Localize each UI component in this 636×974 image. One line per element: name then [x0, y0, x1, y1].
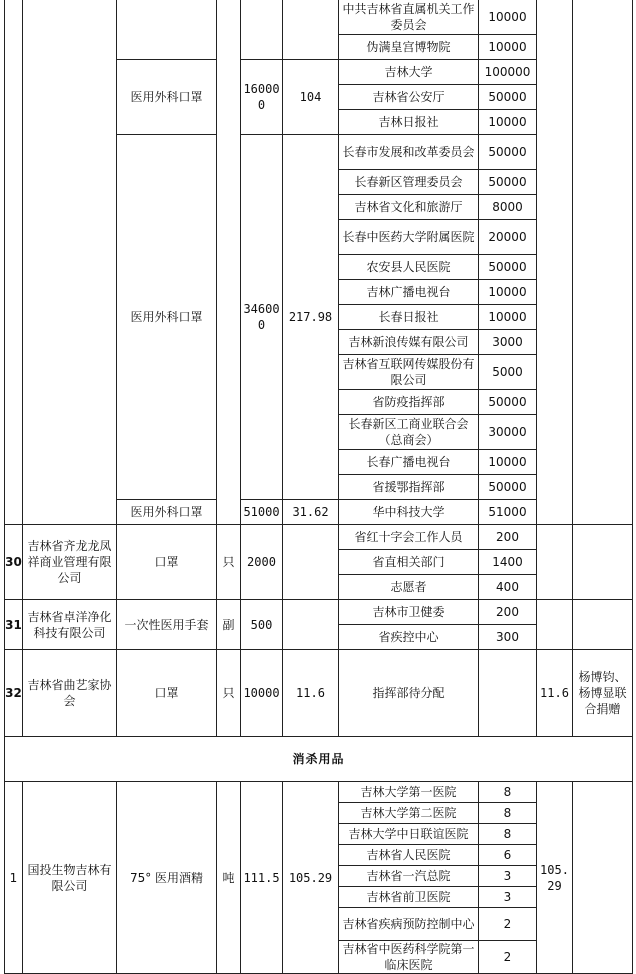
item-cell: 一次性医用手套: [117, 600, 217, 650]
unit-cell: 副: [217, 600, 241, 650]
table-row: [5, 0, 633, 35]
note-cell: [573, 525, 633, 600]
recipient-name: 省红十字会工作人员: [339, 525, 479, 550]
unit-cell: 只: [217, 525, 241, 600]
recipient-qty: [479, 650, 537, 737]
recipient-name: 吉林省文化和旅游厅: [339, 195, 479, 220]
quantity-cell: 500: [241, 600, 283, 650]
recipient-qty: 3000: [479, 330, 537, 355]
recipient-name: 吉林省互联网传媒股份有限公司: [339, 355, 479, 390]
item-cell: 医用外科口罩: [117, 135, 217, 500]
table-row: [5, 737, 633, 782]
recipient-qty: 50000: [479, 135, 537, 170]
recipient-name: 吉林省前卫医院: [339, 887, 479, 908]
value-cell: 11.6: [283, 650, 339, 737]
note-cell: [573, 600, 633, 650]
donation-table: [4, 0, 633, 974]
value-cell: 105.29: [283, 782, 339, 974]
recipient-name: 长春新区工商业联合会（总商会）: [339, 415, 479, 450]
table-row: [5, 525, 633, 550]
table-body: [5, 0, 633, 974]
recipient-qty: 3: [479, 887, 537, 908]
recipient-qty: 50000: [479, 475, 537, 500]
recipient-name: 吉林广播电视台: [339, 280, 479, 305]
recipient-qty: 10000: [479, 305, 537, 330]
item-cell: 医用外科口罩: [117, 60, 217, 135]
value-cell: [283, 600, 339, 650]
recipient-qty: 400: [479, 575, 537, 600]
section-title: 消杀用品: [5, 737, 633, 782]
row-number: 30: [5, 525, 23, 600]
donor-name: 吉林省曲艺家协会: [23, 650, 117, 737]
recipient-name: 长春日报社: [339, 305, 479, 330]
unit-cell: [217, 0, 241, 525]
recipient-qty: 30000: [479, 415, 537, 450]
quantity-cell: [241, 0, 283, 60]
recipient-qty: 51000: [479, 500, 537, 525]
recipient-name: 吉林省疾病预防控制中心: [339, 908, 479, 941]
quantity-cell: 2000: [241, 525, 283, 600]
recipient-qty: 10000: [479, 35, 537, 60]
total-cell: 11.6: [537, 650, 573, 737]
table-row: [5, 650, 633, 737]
recipient-name: 中共吉林省直属机关工作委员会: [339, 0, 479, 35]
recipient-name: 长春市发展和改革委员会: [339, 135, 479, 170]
recipient-name: 志愿者: [339, 575, 479, 600]
recipient-qty: 8: [479, 803, 537, 824]
recipient-name: 吉林省人民医院: [339, 845, 479, 866]
item-cell: 75° 医用酒精: [117, 782, 217, 974]
recipient-qty: 300: [479, 625, 537, 650]
item-cell: 口罩: [117, 525, 217, 600]
recipient-qty: 8: [479, 782, 537, 803]
recipient-qty: 8000: [479, 195, 537, 220]
unit-cell: 只: [217, 650, 241, 737]
quantity-cell: 111.5: [241, 782, 283, 974]
recipient-name: 省直相关部门: [339, 550, 479, 575]
recipient-qty: 1400: [479, 550, 537, 575]
recipient-name: 吉林新浪传媒有限公司: [339, 330, 479, 355]
recipient-name: 伪满皇宫博物院: [339, 35, 479, 60]
total-cell: [537, 525, 573, 600]
recipient-name: 省疾控中心: [339, 625, 479, 650]
recipient-qty: 50000: [479, 390, 537, 415]
total-cell: 105.29: [537, 782, 573, 974]
value-cell: [283, 525, 339, 600]
recipient-name: 省防疫指挥部: [339, 390, 479, 415]
recipient-name: 长春中医药大学附属医院: [339, 220, 479, 255]
value-cell: 31.62: [283, 500, 339, 525]
value-cell: [283, 0, 339, 60]
recipient-qty: 50000: [479, 85, 537, 110]
quantity-cell: 51000: [241, 500, 283, 525]
note-cell: [573, 782, 633, 974]
row-number: 31: [5, 600, 23, 650]
recipient-name: 吉林大学: [339, 60, 479, 85]
recipient-qty: 10000: [479, 280, 537, 305]
recipient-qty: 5000: [479, 355, 537, 390]
quantity-cell: 160000: [241, 60, 283, 135]
recipient-qty: 10000: [479, 110, 537, 135]
recipient-qty: 2: [479, 908, 537, 941]
recipient-name: 长春广播电视台: [339, 450, 479, 475]
recipient-name: 吉林市卫健委: [339, 600, 479, 625]
recipient-name: 吉林省中医药科学院第一临床医院: [339, 941, 479, 974]
item-cell: [117, 0, 217, 60]
value-cell: 104: [283, 60, 339, 135]
row-number: 32: [5, 650, 23, 737]
donor-name: 吉林省卓洋净化科技有限公司: [23, 600, 117, 650]
number-cell: [5, 0, 23, 525]
donor-cell: [23, 0, 117, 525]
recipient-qty: 3: [479, 866, 537, 887]
recipient-name: 吉林日报社: [339, 110, 479, 135]
quantity-cell: 10000: [241, 650, 283, 737]
recipient-qty: 2: [479, 941, 537, 974]
recipient-qty: 6: [479, 845, 537, 866]
table-row: [5, 782, 633, 803]
recipient-qty: 20000: [479, 220, 537, 255]
recipient-qty: 8: [479, 824, 537, 845]
donor-name: 吉林省齐龙龙凤祥商业管理有限公司: [23, 525, 117, 600]
recipient-name: 吉林大学第二医院: [339, 803, 479, 824]
table-row: [5, 600, 633, 625]
item-cell: 口罩: [117, 650, 217, 737]
recipient-name: 指挥部待分配: [339, 650, 479, 737]
note-cell: 杨博钧、杨博显联合捐赠: [573, 650, 633, 737]
recipient-name: 吉林省一汽总院: [339, 866, 479, 887]
recipient-qty: 200: [479, 525, 537, 550]
recipient-name: 华中科技大学: [339, 500, 479, 525]
quantity-cell: 346000: [241, 135, 283, 500]
recipient-name: 吉林大学第一医院: [339, 782, 479, 803]
total-cell: [537, 600, 573, 650]
recipient-qty: 200: [479, 600, 537, 625]
item-cell: 医用外科口罩: [117, 500, 217, 525]
total-cell: [537, 0, 573, 525]
recipient-name: 省援鄂指挥部: [339, 475, 479, 500]
recipient-name: 吉林大学中日联谊医院: [339, 824, 479, 845]
donor-name: 国投生物吉林有限公司: [23, 782, 117, 974]
recipient-qty: 100000: [479, 60, 537, 85]
recipient-name: 长春新区管理委员会: [339, 170, 479, 195]
recipient-qty: 50000: [479, 255, 537, 280]
unit-cell: 吨: [217, 782, 241, 974]
recipient-qty: 50000: [479, 170, 537, 195]
recipient-name: 吉林省公安厅: [339, 85, 479, 110]
recipient-name: 农安县人民医院: [339, 255, 479, 280]
note-cell: [573, 0, 633, 525]
value-cell: 217.98: [283, 135, 339, 500]
recipient-qty: 10000: [479, 450, 537, 475]
recipient-qty: 10000: [479, 0, 537, 35]
row-number: 1: [5, 782, 23, 974]
